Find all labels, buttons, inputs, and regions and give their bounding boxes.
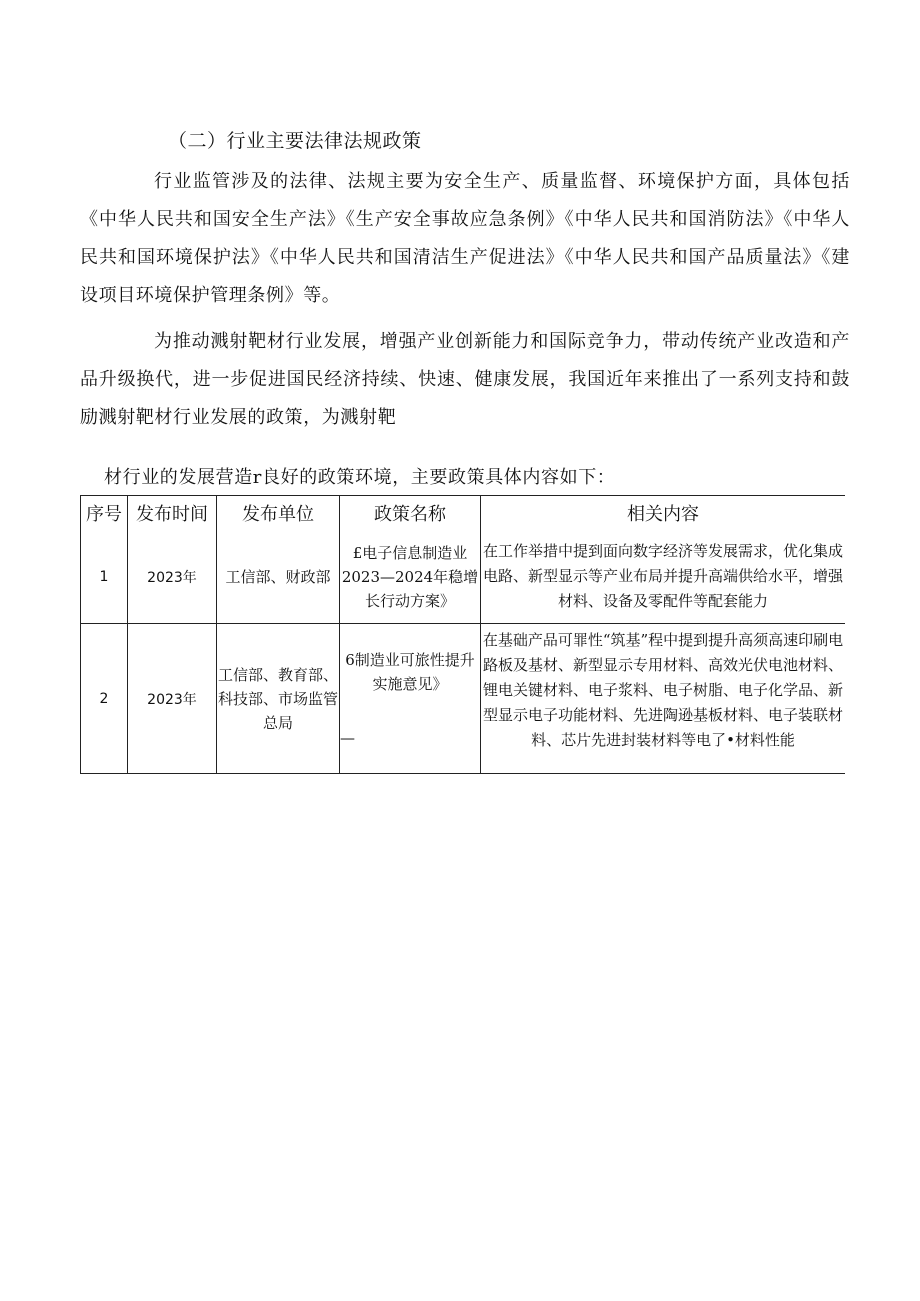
- paragraph-policy-lead: 材行业的发展营造r良好的政策环境，主要政策具体内容如下：: [104, 467, 616, 488]
- table-row: [81, 530, 846, 624]
- cell-policy: £电子信息制造业2023—2024年稳增长行动方案》: [340, 530, 481, 624]
- paragraph-policy-intro: 为推动溅射靶材行业发展，增强产业创新能力和国际竞争力，带动传统产业改造和产品升级换代，进一步促进国民经济持续、快速、健康发展，我国近年来推出了一系列支持和鼓励溅射靶材行业发展的政策，为溅射靶: [80, 331, 850, 428]
- header-date: 发布时间: [128, 496, 217, 531]
- cell-date: 2023年: [128, 624, 217, 774]
- table-row: [81, 624, 846, 774]
- table-header-row: [81, 496, 846, 531]
- header-unit: 发布单位: [217, 496, 340, 531]
- cell-policy-wrapper: [340, 624, 481, 774]
- cell-date: 2023年: [128, 530, 217, 624]
- section-heading: （二）行业主要法律法规政策: [168, 130, 422, 152]
- cell-unit: 工信部、财政部: [217, 530, 340, 624]
- cell-content: 在基础产品可罪性“筑基”程中提到提升高须高速印刷电路板及基材、新型显示专用材料、高效光伏电池材料、锂电关键材料、电子浆料、电子树脂、电子化学品、新型显示电子功能材料、先进陶逊基板材料、电子装联材料、芯片先进封装材料等电了•材料性能: [481, 624, 846, 774]
- cell-no: 2: [81, 624, 128, 774]
- cell-policy-dash: —: [340, 728, 355, 747]
- paragraph-regulations: 行业监管涉及的法律、法规主要为安全生产、质量监督、环境保护方面，具体包括《中华人民共和国安全生产法》《生产安全事故应急条例》《中华人民共和国消防法》《中华人民共和国环境保护法》《中华人民共和国清洁生产促进法》《中华人民共和国产品质量法》《建设项目环境保护管理条例》等。: [80, 171, 850, 306]
- cell-content: 在工作举措中提到面向数字经济等发展需求，优化集成电路、新型显示等产业布局并提升高端供给水平，增强材料、设备及零配件等配套能力: [481, 530, 846, 624]
- policy-table: [80, 495, 845, 774]
- header-policy: 政策名称: [340, 496, 481, 531]
- cell-no: 1: [81, 530, 128, 624]
- header-content: 相关内容: [481, 496, 846, 531]
- header-no: 序号: [81, 496, 128, 531]
- cell-unit: 工信部、教育部、科技部、市场监管总局: [217, 624, 340, 774]
- cell-policy: 6制造业可旅性提升实施意见》: [345, 650, 475, 693]
